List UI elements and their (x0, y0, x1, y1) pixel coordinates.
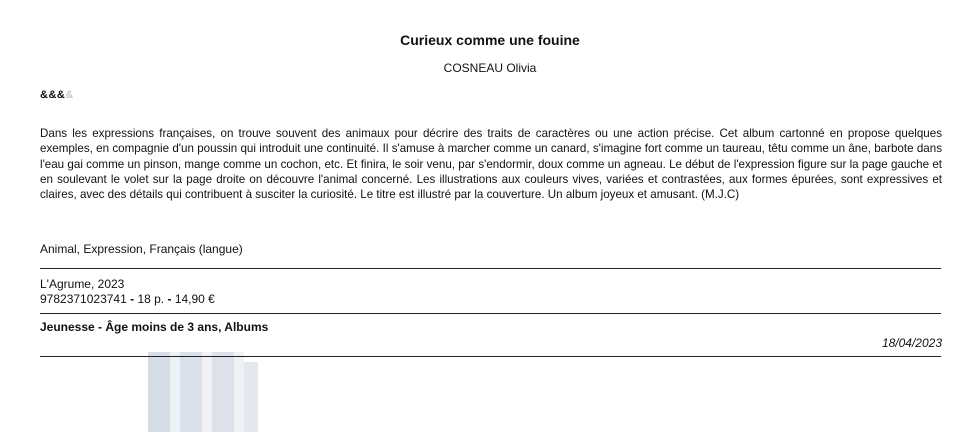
watermark-bar (148, 352, 170, 432)
rating (40, 89, 74, 101)
publisher-year: L'Agrume, 2023 (40, 277, 125, 291)
watermark-bar (244, 362, 258, 432)
separator: - (126, 292, 138, 306)
rating-empty: & (65, 89, 74, 101)
publication-details (40, 292, 215, 306)
book-title: Curieux comme une fouine (400, 32, 580, 48)
watermark-bar (234, 352, 244, 432)
review-date: 18/04/2023 (881, 336, 942, 350)
watermark-bar (212, 352, 234, 432)
page-count: 18 p. (137, 292, 165, 306)
book-summary: Dans les expressions françaises, on trouve souvent des animaux pour décrire des traits de caractères ou une action précise. Cet album cartonné en propose quelques exemples, en compagnie d'un poussin qui introduit une continuité. Il s'amuse à marcher comme un canard, s'imagine fort comme un taureau, têtu comme un âne, barbote dans l'eau gai comme un pinson, mange comme un cochon, etc. Et finira, le soir venu, par s'endormir, doux comme un agneau. Le début de l'expression figure sur la page gauche et en soulevant le volet sur la page droite on découvre l'animal concerné. Les illustrations aux couleurs vives, variées et contrastées, aux formes épurées, sont expressives et claires, avec des détails qui contribuent à susciter la curiosité. Le titre est illustré par la couverture. Un album joyeux et amusant. (M.J.C) (40, 127, 942, 202)
keywords: Animal, Expression, Français (langue) (40, 242, 243, 256)
watermark-bar (202, 352, 212, 432)
divider (40, 356, 941, 357)
watermark-logo (148, 352, 258, 432)
rating-filled: &&& (40, 89, 66, 101)
watermark-bar (180, 352, 202, 432)
watermark-bar (170, 352, 180, 432)
divider (40, 268, 941, 269)
separator: - (164, 292, 175, 306)
isbn: 9782371023741 (40, 292, 127, 306)
book-author: COSNEAU Olivia (443, 61, 537, 75)
category: Jeunesse - Âge moins de 3 ans, Albums (40, 320, 269, 334)
divider (40, 313, 941, 314)
price: 14,90 € (174, 292, 215, 306)
